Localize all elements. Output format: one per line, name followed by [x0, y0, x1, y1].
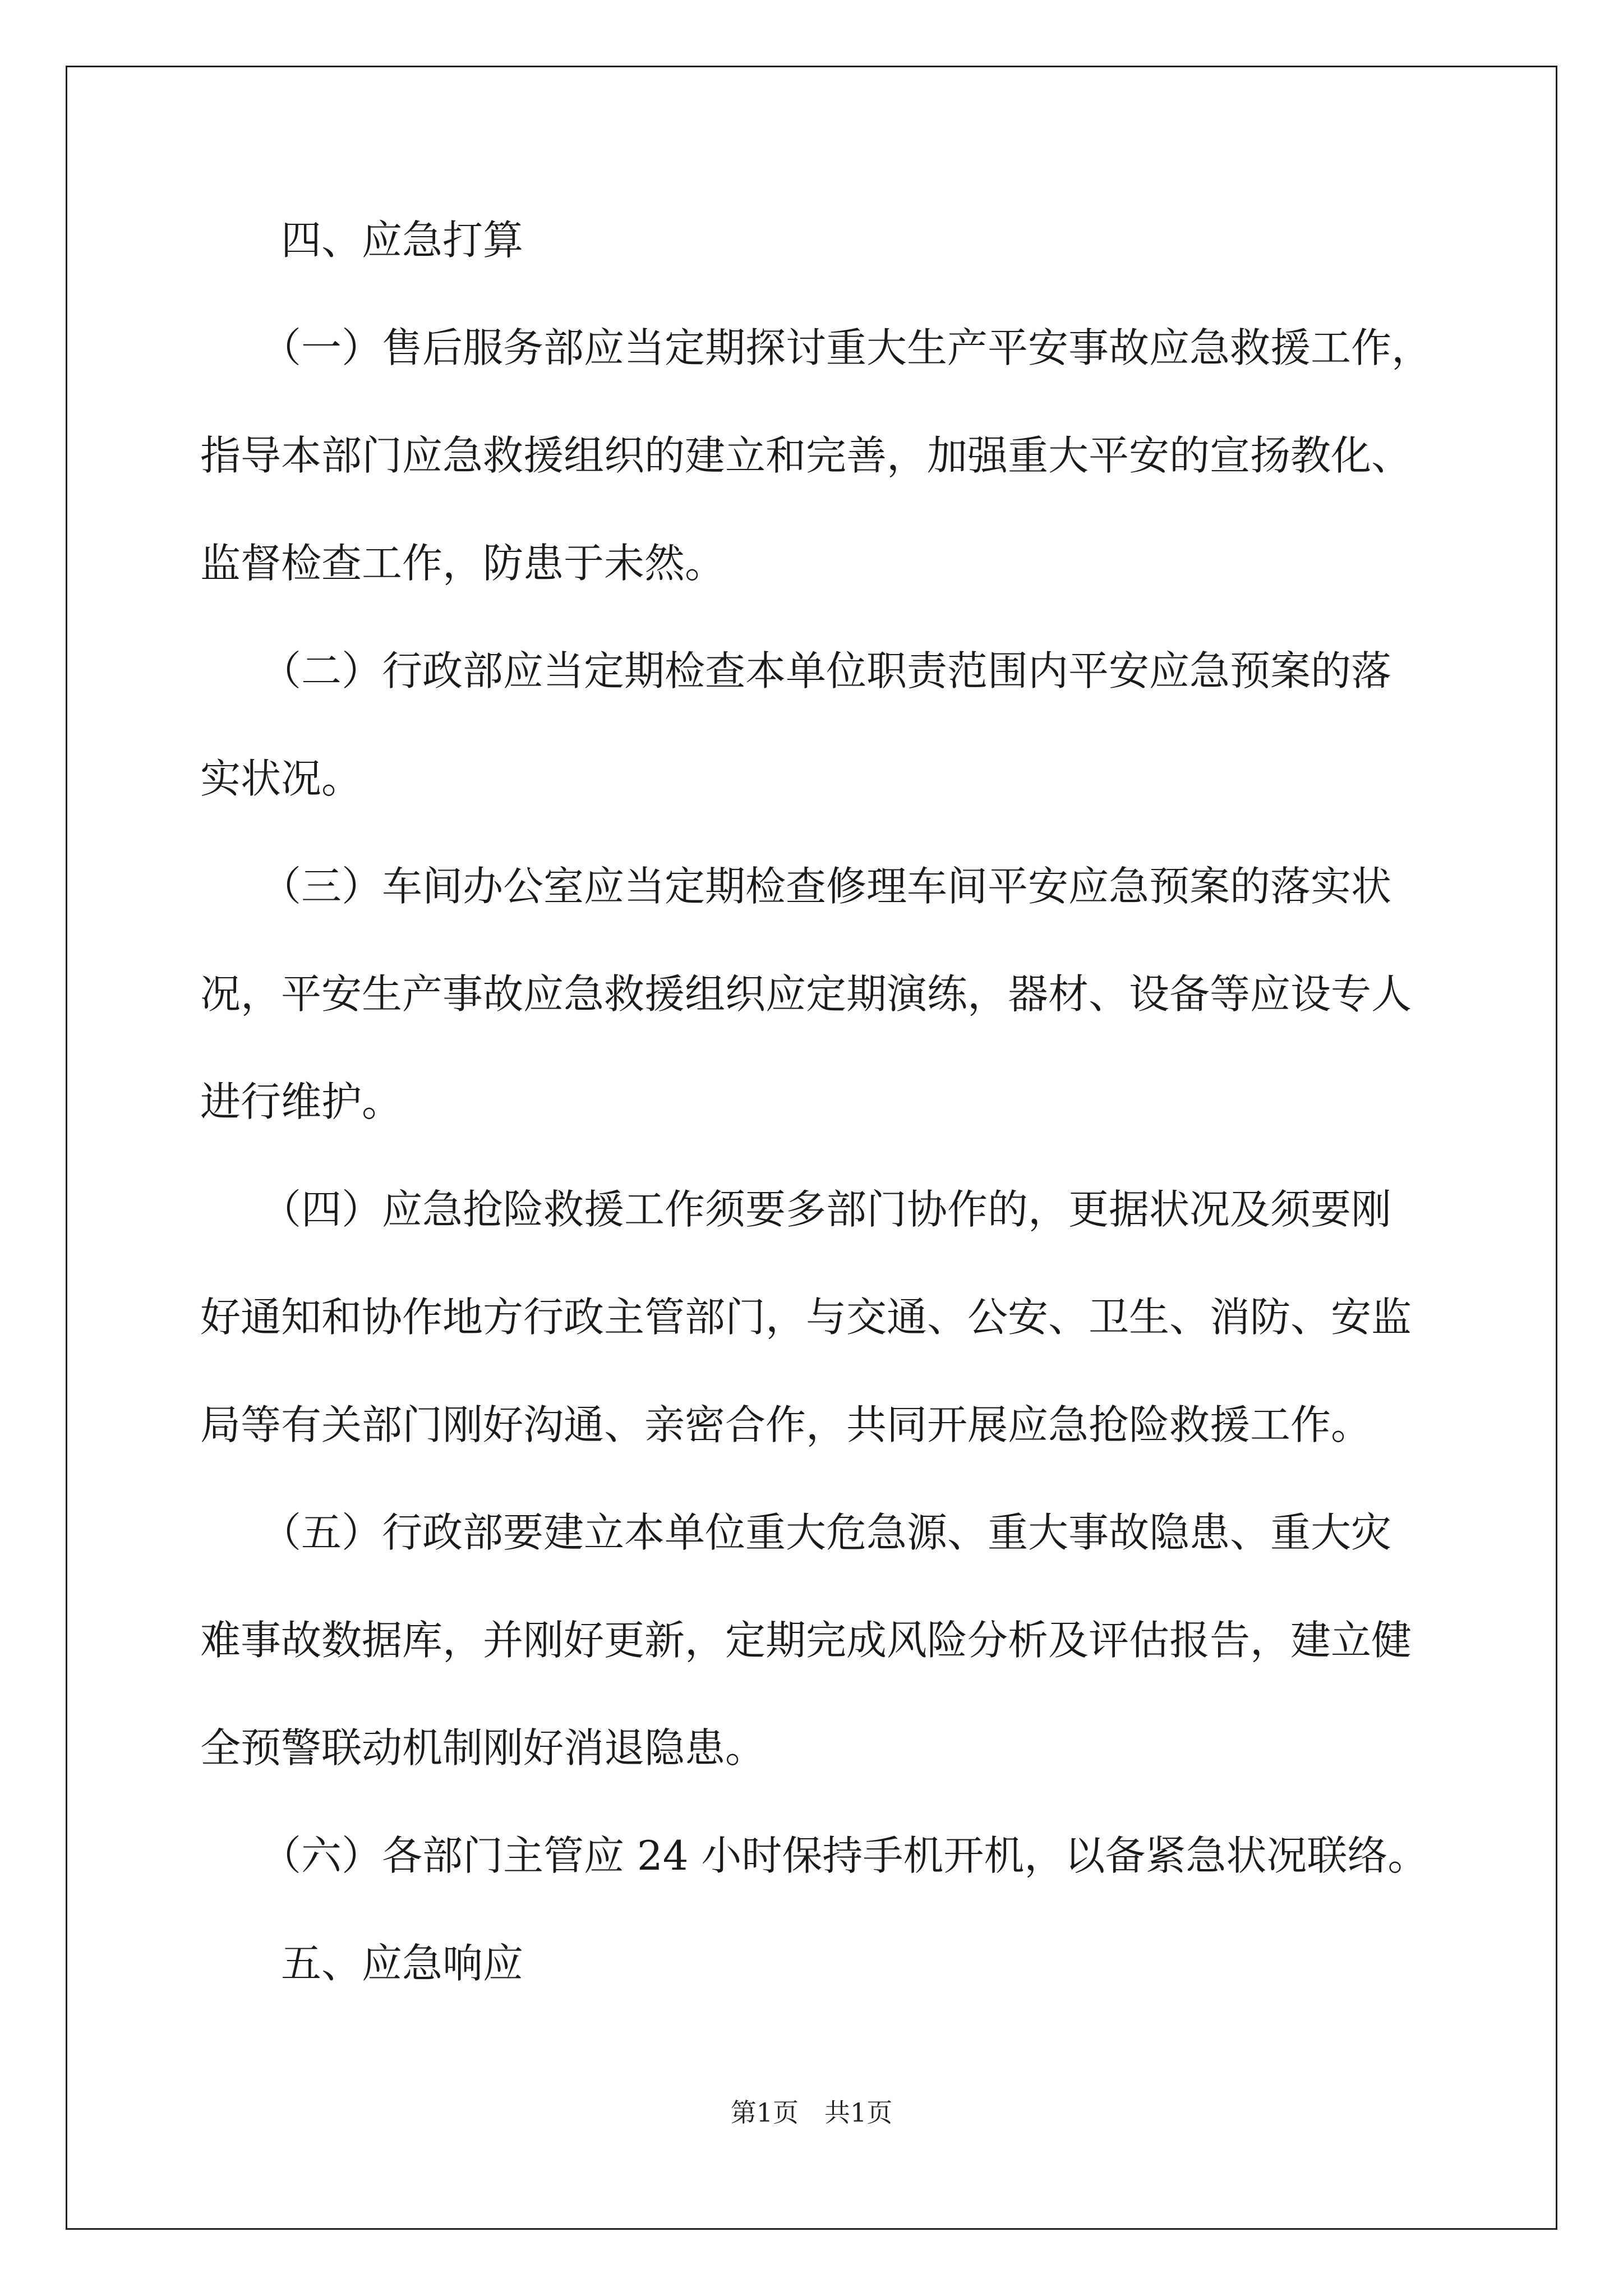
- paragraph-line: （一）售后服务部应当定期探讨重大生产平安事故应急救援工作，: [200, 324, 1432, 371]
- paragraph-line: 局等有关部门刚好沟通、亲密合作，共同开展应急抢险救援工作。: [200, 1401, 1372, 1448]
- paragraph-line: 监督检查工作，防患于未然。: [200, 540, 726, 587]
- paragraph-line: （四）应急抢险救援工作须要多部门协作的，更据状况及须要刚: [200, 1186, 1392, 1233]
- paragraph-line: 好通知和协作地方行政主管部门，与交通、公安、卫生、消防、安监: [200, 1294, 1412, 1341]
- paragraph-line: （二）行政部应当定期检查本单位职责范围内平安应急预案的落: [200, 647, 1392, 694]
- document-body: [200, 213, 1434, 1990]
- paragraph-line: 进行维护。: [200, 1078, 403, 1125]
- paragraph-line: 实状况。: [200, 755, 362, 802]
- heading-section-5: 五、应急响应: [200, 1940, 524, 1987]
- paragraph-line: 难事故数据库，并刚好更新，定期完成风险分析及评估报告，建立健: [200, 1617, 1412, 1664]
- page-footer: 第1页 共1页: [730, 2097, 893, 2128]
- paragraph-line: 况，平安生产事故应急救援组织应定期演练，器材、设备等应设专人: [200, 970, 1412, 1018]
- paragraph-line: （六）各部门主管应 24 小时保持手机开机，以备紧急状况联络。: [200, 1832, 1428, 1879]
- paragraph-line: 全预警联动机制刚好消退隐患。: [200, 1724, 766, 1772]
- paragraph-line: （三）车间办公室应当定期检查修理车间平安应急预案的落实状: [200, 863, 1392, 910]
- paragraph-line: 指导本部门应急救援组织的建立和完善，加强重大平安的宣扬教化、: [200, 432, 1412, 479]
- paragraph-line: （五）行政部要建立本单位重大危急源、重大事故隐患、重大灾: [200, 1509, 1392, 1556]
- heading-section-4: 四、应急打算: [200, 217, 524, 264]
